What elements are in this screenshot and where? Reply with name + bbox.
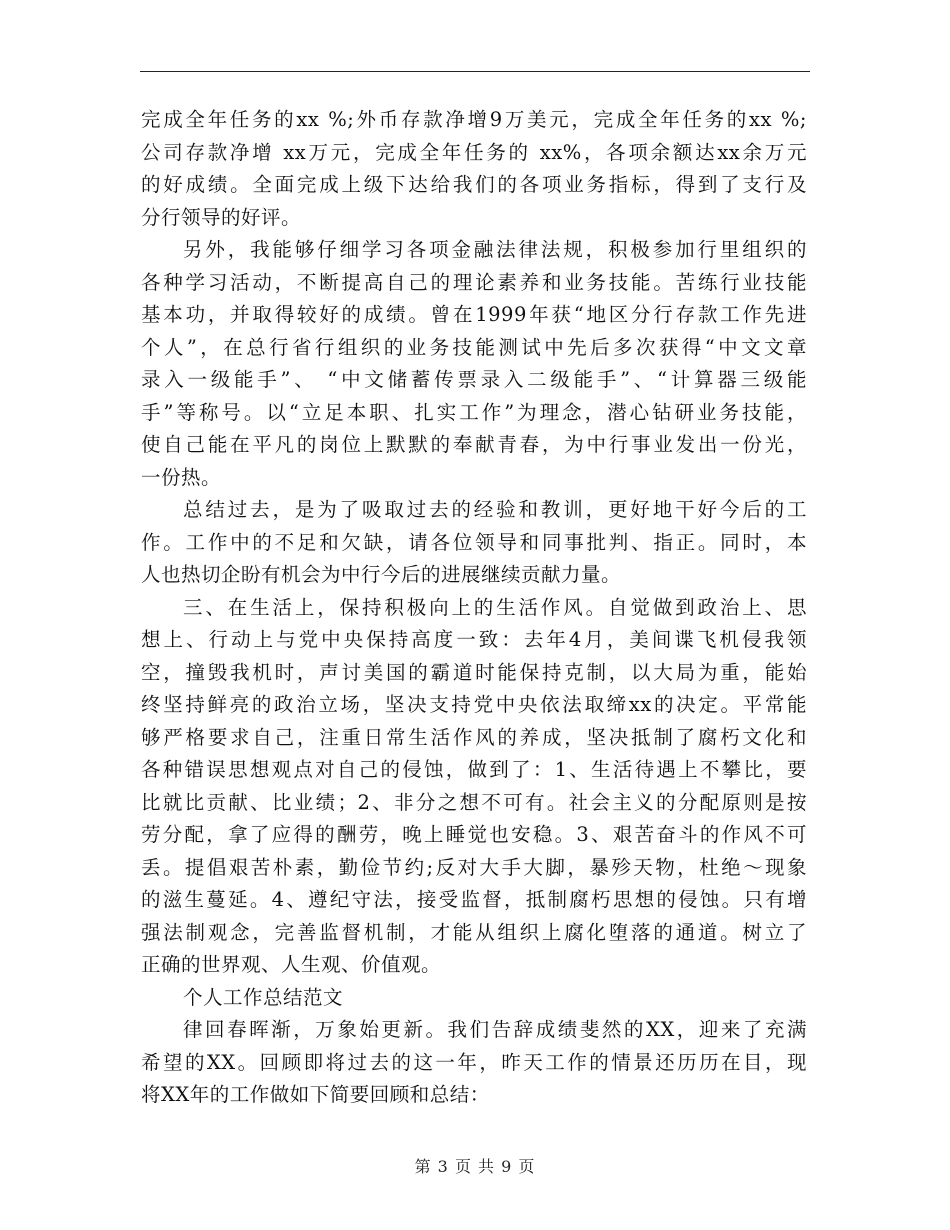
text-line: 另外，我能够仔细学习各项金融法律法规，积极参加行里组织的 bbox=[183, 238, 807, 261]
text-line: 空，撞毁我机时，声讨美国的霸道时能保持克制，以大局为重，能始 bbox=[141, 660, 807, 684]
text-line: 终坚持鲜亮的政治立场，坚决支持党中央依法取缔xx的决定。平常能 bbox=[141, 693, 807, 716]
text-line: 希望的XX。回顾即将过去的这一年，昨天工作的情景还历历在目，现 bbox=[141, 1050, 807, 1074]
text-line: 三、在生活上，保持积极向上的生活作风。自觉做到政治上、思 bbox=[183, 595, 807, 619]
text-line: 够严格要求自己，注重日常生活作风的养成，坚决抵制了腐朽文化和 bbox=[141, 725, 807, 749]
page-number: 第 3 页 共 9 页 bbox=[414, 1157, 536, 1176]
text-line: 作。工作中的不足和欠缺，请各位领导和同事批判、指正。同时，本 bbox=[141, 530, 807, 554]
text-line: 丢。提倡艰苦朴素，勤俭节约;反对大手大脚，暴殄天物，杜绝～现象 bbox=[141, 855, 807, 879]
text-line: 一份热。 bbox=[141, 465, 222, 489]
text-line: 录入一级能手”、 “中文储蓄传票录入二级能手”、“计算器三级能 bbox=[141, 368, 807, 391]
text-line: 各种学习活动，不断提高自己的理论素养和业务技能。苦练行业技能 bbox=[141, 270, 807, 294]
text-line: 基本功，并取得较好的成绩。曾在1999年获“地区分行存款工作先进 bbox=[141, 303, 807, 326]
text-line: 个人工作总结范文 bbox=[183, 985, 344, 1009]
text-line: 将XX年的工作做如下简要回顾和总结： bbox=[141, 1083, 490, 1106]
text-line: 手”等称号。以“立足本职、扎实工作”为理念，潜心钻研业务技能， bbox=[141, 400, 807, 424]
text-line: 强法制观念，完善监督机制，才能从组织上腐化堕落的通道。树立了 bbox=[141, 920, 807, 944]
text-line: 完成全年任务的xx %;外币存款净增9万美元，完成全年任务的xx %; bbox=[141, 108, 807, 131]
text-line: 各种错误思想观点对自己的侵蚀，做到了：1、生活待遇上不攀比，要 bbox=[141, 758, 807, 781]
header-rule bbox=[140, 71, 810, 72]
text-line: 想上、行动上与党中央保持高度一致：去年4月，美间谍飞机侵我领 bbox=[141, 628, 807, 651]
text-line: 分行领导的好评。 bbox=[141, 205, 302, 229]
text-line: 个人”，在总行省行组织的业务技能测试中先后多次获得“中文文章 bbox=[141, 335, 807, 359]
text-line: 公司存款净增 xx万元，完成全年任务的 xx%，各项余额达xx余万元 bbox=[141, 140, 807, 164]
text-line: 比就比贡献、比业绩；2、非分之想不可有。社会主义的分配原则是按 bbox=[141, 790, 807, 814]
text-line: 正确的世界观、人生观、价值观。 bbox=[141, 953, 442, 976]
document-body bbox=[141, 104, 807, 1112]
text-line: 劳分配，拿了应得的酬劳，晚上睡觉也安稳。3、艰苦奋斗的作风不可 bbox=[141, 823, 807, 846]
text-line: 人也热切企盼有机会为中行今后的进展继续贡献力量。 bbox=[141, 563, 622, 586]
text-line: 使自己能在平凡的岗位上默默的奉献青春，为中行事业发出一份光， bbox=[141, 433, 807, 456]
text-line: 总结过去，是为了吸取过去的经验和教训，更好地干好今后的工 bbox=[183, 498, 807, 521]
text-line: 的好成绩。全面完成上级下达给我们的各项业务指标，得到了支行及 bbox=[141, 173, 807, 196]
text-line: 律回春晖渐，万象始更新。我们告辞成绩斐然的XX，迎来了充满 bbox=[183, 1018, 807, 1041]
text-line: 的滋生蔓延。4、遵纪守法，接受监督，抵制腐朽思想的侵蚀。只有增 bbox=[141, 888, 807, 911]
